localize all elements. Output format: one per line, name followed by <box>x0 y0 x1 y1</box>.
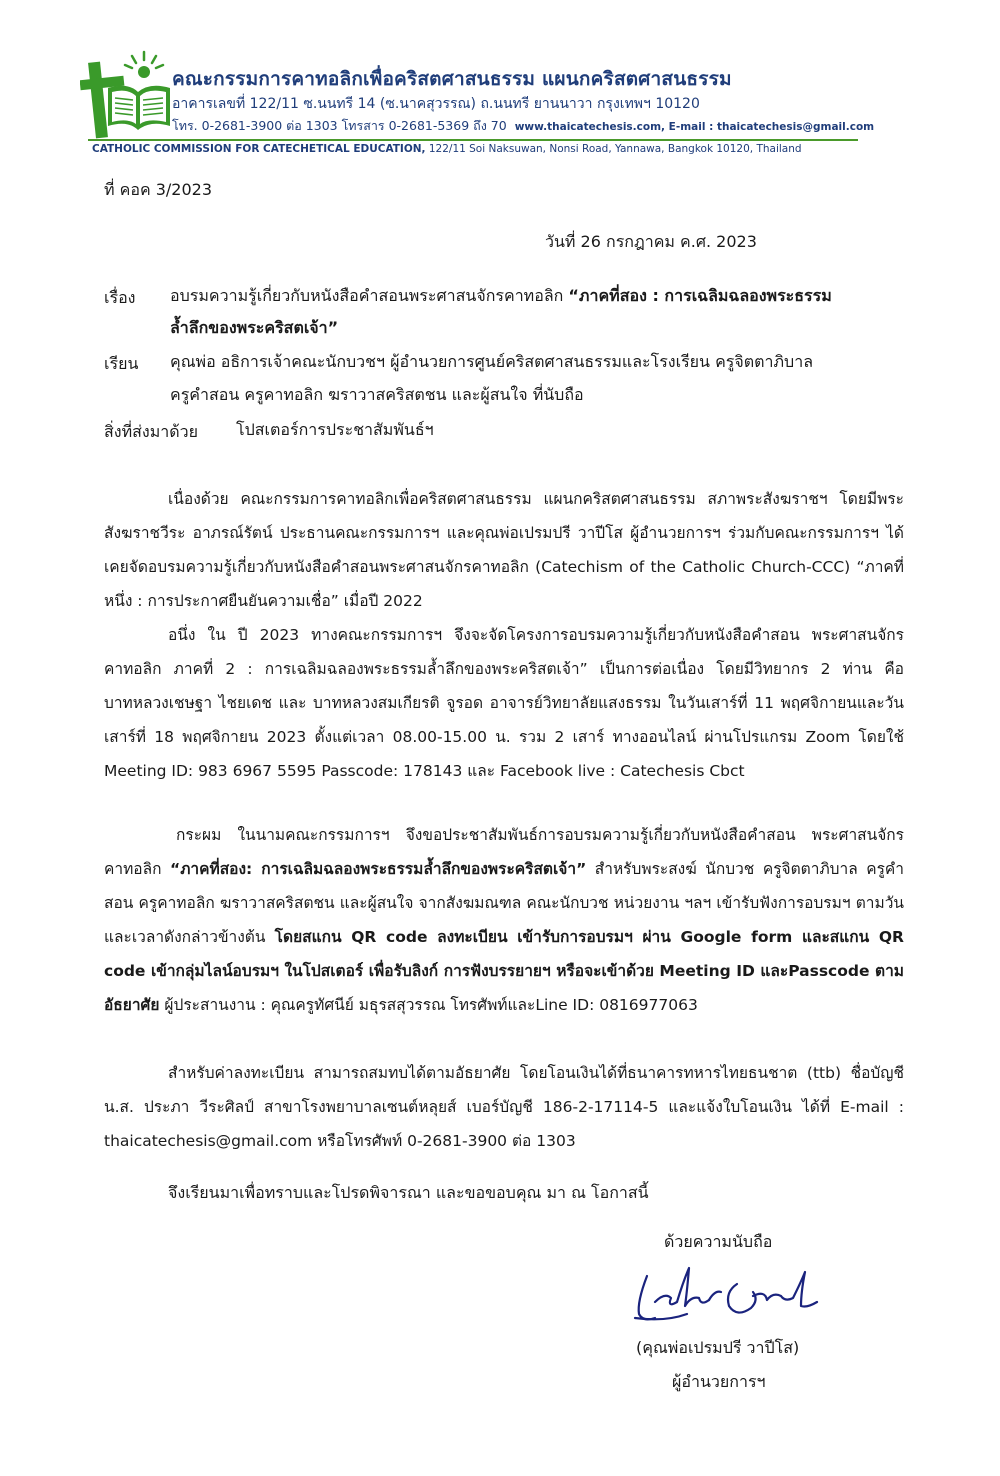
org-name-en-bold: CATHOLIC COMMISSION FOR CATECHETICAL EDUCATION, <box>92 143 426 155</box>
enclosure-text: โปสเตอร์การประชาสัมพันธ์ฯ <box>236 420 434 439</box>
cross-bible-logo-icon <box>80 48 172 140</box>
subject-bold-1: “ภาคที่สอง : การเฉลิมฉลองพระธรรม <box>568 286 832 305</box>
paragraph-3-d: โดยสแกน QR code ลงทะเบียน เข้ารับการอบรมฯ ผ่าน Google form และสแกน QR code เข้ากลุ่มไลน์อบรมฯ ในโปสเตอร์ เพื่อรับลิงก์ การฟังบรรยายฯ หรือจะเข้าด้วย Meeting ID และPasscode ตามอัธยาศัย <box>104 928 904 1014</box>
subject-bold-2: ล้ำลึกของพระคริสตเจ้า” <box>170 318 339 337</box>
recipient-label: เรียน <box>104 354 139 373</box>
org-contact <box>172 116 874 136</box>
signature-regards: ด้วยความนับถือ <box>664 1232 773 1251</box>
subject-line-1 <box>170 286 832 306</box>
org-name-thai: คณะกรรมการคาทอลิกเพื่อคริสตศาสนธรรม แผนกคริสตศาสนธรรม <box>172 68 732 90</box>
paragraph-3-b: “ภาคที่สอง: การเฉลิมฉลองพระธรรมล้ำลึกของพระคริสตเจ้า” <box>170 860 587 878</box>
letterhead-divider <box>88 139 858 141</box>
subject-text: อบรมความรู้เกี่ยวกับหนังสือคำสอนพระศาสนจักรคาทอลิก <box>170 286 569 305</box>
subject-label: เรื่อง <box>104 288 136 307</box>
reference-number: ที่ คอค 3/2023 <box>104 180 213 199</box>
paragraph-3-a: กระผม ในนามคณะกรรมการฯ จึงขอประชาสัมพันธ์การอบรมความรู้เกี่ยวกับหนังสือคำสอน พระศาสนจักรคาทอลิก <box>104 826 904 878</box>
org-name-english <box>92 143 802 155</box>
letter-date: วันที่ 26 กรกฎาคม ค.ศ. 2023 <box>545 232 757 251</box>
web-email: www.thaicatechesis.com, E-mail : thaicatechesis@gmail.com <box>514 121 875 133</box>
org-address-en: 122/11 Soi Naksuwan, Nonsi Road, Yannawa, Bangkok 10120, Thailand <box>425 143 802 155</box>
paragraph-3-e: ผู้ประสานงาน : คุณครูทัศนีย์ มธุรสสุวรรณ โทรศัพท์และLine ID: 0816977063 <box>159 996 698 1014</box>
paragraph-2: อนึ่ง ใน ปี 2023 ทางคณะกรรมการฯ จึงจะจัดโครงการอบรมความรู้เกี่ยวกับหนังสือคำสอน พระศาสนจักรคาทอลิก ภาคที่ 2 : การเฉลิมฉลองพระธรรมล้ำลึกของพระคริสตเจ้า” เป็นการต่อเนื่อง โดยมีวิทยากร 2 ท่าน คือ บาทหลวงเชษฐา ไชยเดช และ บาทหลวงสมเกียรติ จูรอด อาจารย์วิทยาลัยแสงธรรม ในวันเสาร์ที่ 11 พฤศจิกายนและวันเสาร์ที่ 18 พฤศจิกายน 2023 ตั้งแต่เวลา 08.00-15.00 น. รวม 2 เสาร์ ทางออนไลน์ ผ่านโปรแกรม Zoom โดยใช้ Meeting ID: 983 6967 5595 Passcode: 178143 และ Facebook live : Catechesis Cbct <box>104 626 904 780</box>
recipient-line-2: ครูคำสอน ครูคาทอลิก ฆราวาสคริสตชน และผู้สนใจ ที่นับถือ <box>170 385 584 404</box>
signatory-position: ผู้อำนวยการฯ <box>672 1372 766 1391</box>
paragraph-3-c: สำหรับพระสงฆ์ นักบวช ครูจิตตาภิบาล ครูคำสอน ครูคาทอลิก ฆราวาสคริสตชน และผู้สนใจ จากสังฆมณฑล คณะนักบวช หน่วยงาน ฯลฯ เข้ารับฟังการอบรมฯ ตามวันและเวลาดังกล่าวข้างต้น <box>104 860 904 946</box>
closing-line: จึงเรียนมาเพื่อทราบและโปรดพิจารณา และขอขอบคุณ มา ณ โอกาสนี้ <box>168 1183 649 1202</box>
paragraph-4: สำหรับค่าลงทะเบียน สามารถสมทบได้ตามอัธยาศัย โดยโอนเงินได้ที่ธนาคารทหารไทยธนชาต (ttb) ชื่อบัญชี น.ส. ประภา วีระศิลป์ สาขาโรงพยาบาลเซนต์หลุยส์ เบอร์บัญชี 186-2-17114-5 และแจ้งใบโอนเงิน ได้ที่ E-mail : thaicatechesis@gmail.com หรือโทรศัพท์ 0-2681-3900 ต่อ 1303 <box>104 1064 904 1150</box>
phone-fax: โทร. 0-2681-3900 ต่อ 1303 โทรสาร 0-2681-5369 ถึง 70 <box>172 118 507 133</box>
enclosure-label: สิ่งที่ส่งมาด้วย <box>104 422 198 441</box>
org-address-thai: อาคารเลขที่ 122/11 ซ.นนทรี 14 (ซ.นาคสุวรรณ) ถ.นนทรี ยานนาวา กรุงเทพฯ 10120 <box>172 96 700 112</box>
paragraph-1: เนื่องด้วย คณะกรรมการคาทอลิกเพื่อคริสตศาสนธรรม แผนกคริสตศาสนธรรม สภาพระสังฆราชฯ โดยมีพระสังฆราชวีระ อาภรณ์รัตน์ ประธานคณะกรรมการฯ และคุณพ่อเปรมปรี วาปีโส ผู้อำนวยการฯ ร่วมกับคณะกรรมการฯ ได้เคยจัดอบรมความรู้เกี่ยวกับหนังสือคำสอนพระศาสนจักรคาทอลิก (Catechism of the Catholic Church-CCC) “ภาคที่หนึ่ง : การประกาศยืนยันความเชื่อ” เมื่อปี 2022 <box>104 490 904 610</box>
paragraph-3 <box>104 818 904 1022</box>
signatory-name: (คุณพ่อเปรมปรี วาปีโส) <box>636 1338 800 1357</box>
handwritten-signature <box>625 1262 825 1328</box>
recipient-line-1: คุณพ่อ อธิการเจ้าคณะนักบวชฯ ผู้อำนวยการศูนย์คริสตศาสนธรรมและโรงเรียน ครูจิตตาภิบาล <box>170 352 813 371</box>
